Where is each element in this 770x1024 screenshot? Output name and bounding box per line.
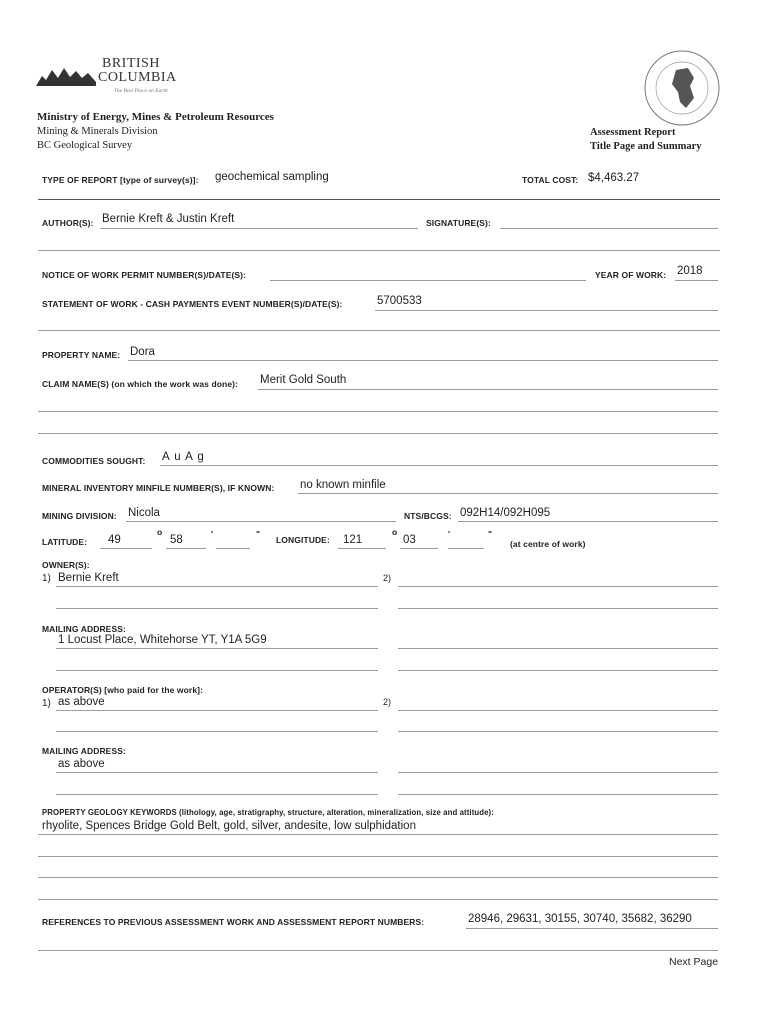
authors-value[interactable]: Bernie Kreft & Justin Kreft [102,213,235,225]
longitude-label: LONGITUDE: [276,535,330,545]
property-value[interactable]: Dora [130,346,155,358]
mailing-2-line-2 [56,794,378,795]
mailing-2-line-right [398,772,718,773]
mountain-logo-icon [36,62,98,88]
notice-label: NOTICE OF WORK PERMIT NUMBER(S)/DATE(S): [42,270,247,280]
nts-line [458,521,718,522]
geology-line-2 [38,856,718,857]
minfile-label: MINERAL INVENTORY MINFILE NUMBER(S), IF KNOWN: [42,483,275,493]
commodities-line [160,465,718,466]
survey-name: BC Geological Survey [37,140,133,151]
mining-division-label: MINING DIVISION: [42,511,117,521]
logo-line-1: BRITISH [102,56,160,71]
logo-tagline: The Best Place on Earth [114,88,168,94]
statement-line [375,310,718,311]
mining-division-value[interactable]: Nicola [128,507,160,519]
operator-2-number: 2) [383,697,392,707]
commodities-label: COMMODITIES SOUGHT: [42,456,146,466]
claim-line [258,389,718,390]
ministry-name: Ministry of Energy, Mines & Petroleum Resources [37,111,274,123]
claim-line-2 [38,411,718,412]
divider [38,330,720,331]
geology-line [38,834,718,835]
bc-logo [36,52,186,94]
operator-1-line [56,710,378,711]
operator-1-number: 1) [42,698,51,709]
mailing-line-right-2 [398,670,718,671]
claim-label: CLAIM NAME(S) (on which the work was done): [42,379,239,389]
centre-note: (at centre of work) [510,539,586,549]
geology-keywords-label: PROPERTY GEOLOGY KEYWORDS (lithology, age, stratigraphy, structure, alteration, mineralization, size and attitude): [42,808,494,817]
minute-symbol: ' [211,529,214,539]
references-line [466,928,718,929]
degree-symbol: o [392,527,398,537]
mailing-2-line-right-2 [398,794,718,795]
longitude-degrees[interactable]: 121 [343,534,363,546]
mailing-2-line [56,772,378,773]
notice-line[interactable] [270,280,586,281]
operator-2-line[interactable] [398,710,718,711]
mailing-address-value[interactable]: 1 Locust Place, Whitehorse YT, Y1A 5G9 [58,634,267,646]
signatures-line[interactable] [500,228,718,229]
minfile-line [298,493,718,494]
operator-1-value[interactable]: as above [58,696,105,708]
seal-icon [642,48,722,128]
references-value[interactable]: 28946, 29631, 30155, 30740, 35682, 36290 [468,913,692,925]
latitude-label: LATITUDE: [42,537,88,547]
references-line-2 [38,950,718,951]
logo-line-2: COLUMBIA [98,70,177,85]
longitude-minutes[interactable]: 03 [403,534,416,546]
authors-line [100,228,418,229]
operators-label: OPERATOR(S) [who paid for the work]: [42,685,204,695]
mailing-line-2 [56,670,378,671]
mailing-line-right [398,648,718,649]
second-symbol: " [256,529,261,539]
owners-label: OWNER(S): [42,560,90,570]
mailing-address-label: MAILING ADDRESS: [42,624,126,634]
year-label: YEAR OF WORK: [595,270,667,280]
owner-2-number: 2) [383,573,392,583]
operator-2-line-2 [398,731,718,732]
mailing-line [56,648,378,649]
property-label: PROPERTY NAME: [42,350,121,360]
latitude-minutes[interactable]: 58 [170,534,183,546]
next-page-link[interactable]: Next Page [669,956,719,968]
nts-label: NTS/BCGS: [404,511,452,521]
owner-2-line-2 [398,608,718,609]
signatures-label: SIGNATURE(S): [426,218,491,228]
report-title-1: Assessment Report [590,127,676,138]
lat-sec-line [216,548,250,549]
nts-value[interactable]: 092H14/092H095 [460,507,551,519]
total-cost-value[interactable]: $4,463.27 [588,172,640,184]
owner-1-line-2 [56,608,378,609]
divider [38,199,720,200]
mining-division-line [126,521,396,522]
statement-label: STATEMENT OF WORK - CASH PAYMENTS EVENT NUMBER(S)/DATE(S): [42,299,343,309]
commodities-value[interactable]: A u A g [162,451,205,463]
claim-line-3 [38,433,718,434]
geology-line-4 [38,899,718,900]
mailing-address-2-label: MAILING ADDRESS: [42,746,126,756]
owner-1-line [56,586,378,587]
lon-min-line [400,548,438,549]
division-name: Mining & Minerals Division [37,126,158,137]
degree-symbol: o [157,527,163,537]
minute-symbol: ' [448,529,451,539]
latitude-degrees[interactable]: 49 [108,534,121,546]
minfile-value[interactable]: no known minfile [300,479,386,491]
owner-1-value[interactable]: Bernie Kreft [58,572,119,584]
year-line [675,280,718,281]
authors-label: AUTHOR(S): [42,218,94,228]
owner-2-line[interactable] [398,586,718,587]
references-label: REFERENCES TO PREVIOUS ASSESSMENT WORK AND ASSESSMENT REPORT NUMBERS: [42,917,425,927]
property-line [128,360,718,361]
type-of-report-label: TYPE OF REPORT [type of survey(s)]: [42,175,199,185]
lat-deg-line [100,548,152,549]
geology-line-3 [38,877,718,878]
operator-1-line-2 [56,731,378,732]
claim-value[interactable]: Merit Gold South [260,374,347,386]
geology-keywords-value[interactable]: rhyolite, Spences Bridge Gold Belt, gold, silver, andesite, low sulphidation [42,820,416,832]
type-of-report-value[interactable]: geochemical sampling [215,171,329,183]
lon-sec-line [448,548,484,549]
lon-deg-line [338,548,386,549]
mailing-address-2-value[interactable]: as above [58,758,105,770]
year-value[interactable]: 2018 [677,265,703,277]
geological-survey-seal [642,48,722,128]
lat-min-line [166,548,206,549]
owner-1-number: 1) [42,573,51,584]
total-cost-label: TOTAL COST: [522,175,579,185]
report-title-2: Title Page and Summary [590,141,702,152]
second-symbol: " [488,529,493,539]
statement-value[interactable]: 5700533 [377,295,422,307]
divider [38,250,720,251]
